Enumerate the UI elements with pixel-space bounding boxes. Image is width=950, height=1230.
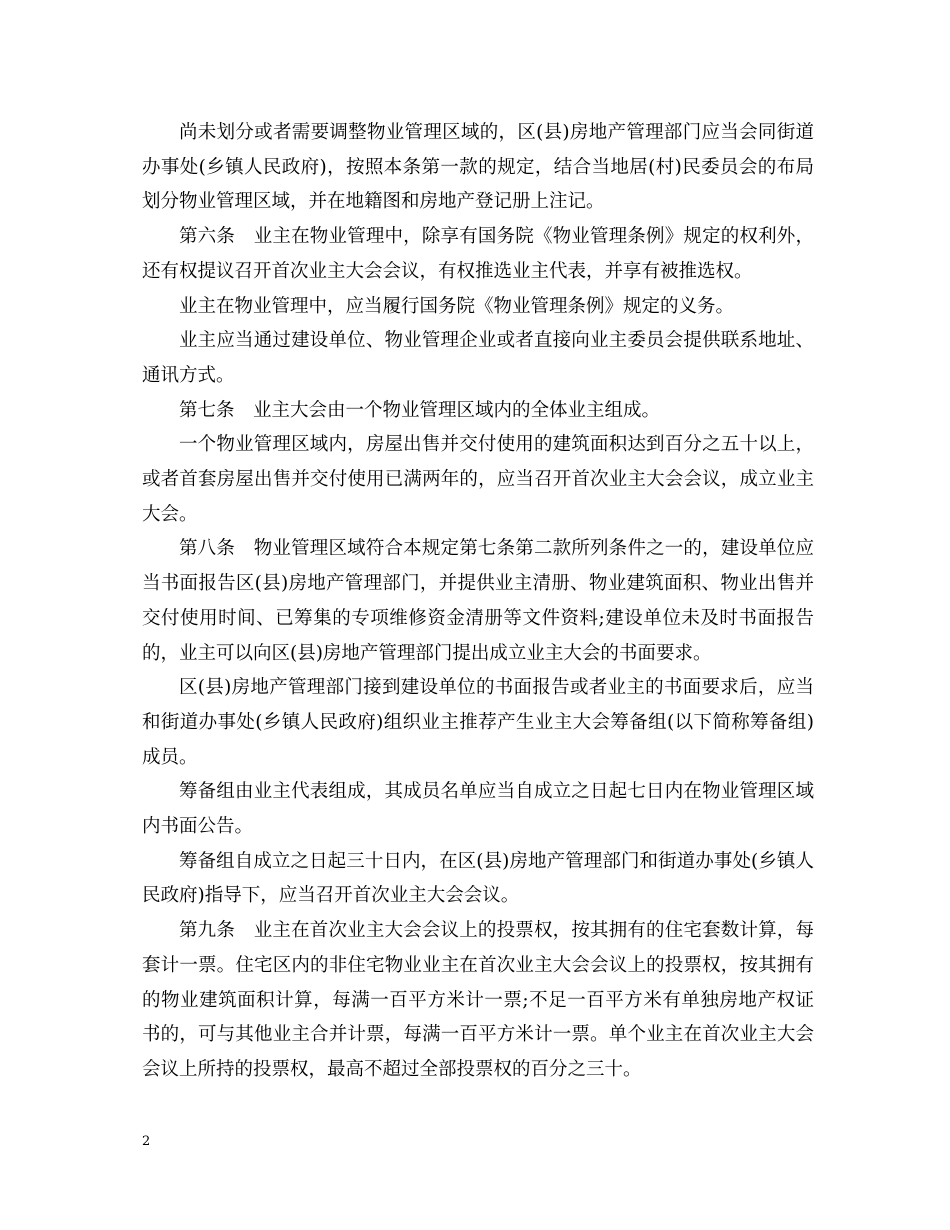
paragraph: 筹备组由业主代表组成，其成员名单应当自成立之日起七日内在物业管理区域内书面公告。 (142, 781, 814, 838)
paragraph: 筹备组自成立之日起三十日内，在区(县)房地产管理部门和街道办事处(乡镇人民政府)指导下，应当召开首次业主大会会议。 (142, 850, 814, 907)
paragraph: 第七条 业主大会由一个物业管理区域内的全体业主组成。 (179, 399, 661, 421)
paragraph: 第六条 业主在物业管理中，除享有国务院《物业管理条例》规定的权利外，还有权提议召开首次业主大会会议，有权推选业主代表，并享有被推选权。 (142, 226, 814, 282)
paragraph: 尚未划分或者需要调整物业管理区域的，区(县)房地产管理部门应当会同街道办事处(乡镇人民政府)，按照本条第一款的规定，结合当地居(村)民委员会的布局划分物业管理区域，并在地籍图和房地产登记册上注记。 (142, 122, 814, 213)
paragraph: 业主在物业管理中，应当履行国务院《物业管理条例》规定的义务。 (179, 295, 735, 317)
page-number: 2 (142, 1134, 151, 1149)
paragraph: 第九条 业主在首次业主大会会议上的投票权，按其拥有的住宅套数计算，每套计一票。住宅区内的非住宅物业业主在首次业主大会会议上的投票权，按其拥有的物业建筑面积计算，每满一百平方米计一票;不足一百平方米有单独房地产权证书的，可与其他业主合并计票，每满一百平方米计一票。单个业主在首次业主大会会议上所持的投票权，最高不超过全部投票权的百分之三十。 (142, 920, 814, 1080)
document-body (142, 116, 814, 1088)
paragraph: 第八条 物业管理区域符合本规定第七条第二款所列条件之一的，建设单位应当书面报告区(县)房地产管理部门，并提供业主清册、物业建筑面积、物业出售并交付使用时间、已筹集的专项维修资金清册等文件资料;建设单位未及时书面报告的，业主可以向区(县)房地产管理部门提出成立业主大会的书面要求。 (142, 538, 814, 664)
paragraph: 区(县)房地产管理部门接到建设单位的书面报告或者业主的书面要求后，应当和街道办事处(乡镇人民政府)组织业主推荐产生业主大会筹备组(以下简称筹备组)成员。 (142, 677, 814, 768)
paragraph: 业主应当通过建设单位、物业管理企业或者直接向业主委员会提供联系地址、通讯方式。 (142, 330, 814, 386)
paragraph: 一个物业管理区域内，房屋出售并交付使用的建筑面积达到百分之五十以上，或者首套房屋出售并交付使用已满两年的，应当召开首次业主大会会议，成立业主大会。 (142, 434, 814, 525)
